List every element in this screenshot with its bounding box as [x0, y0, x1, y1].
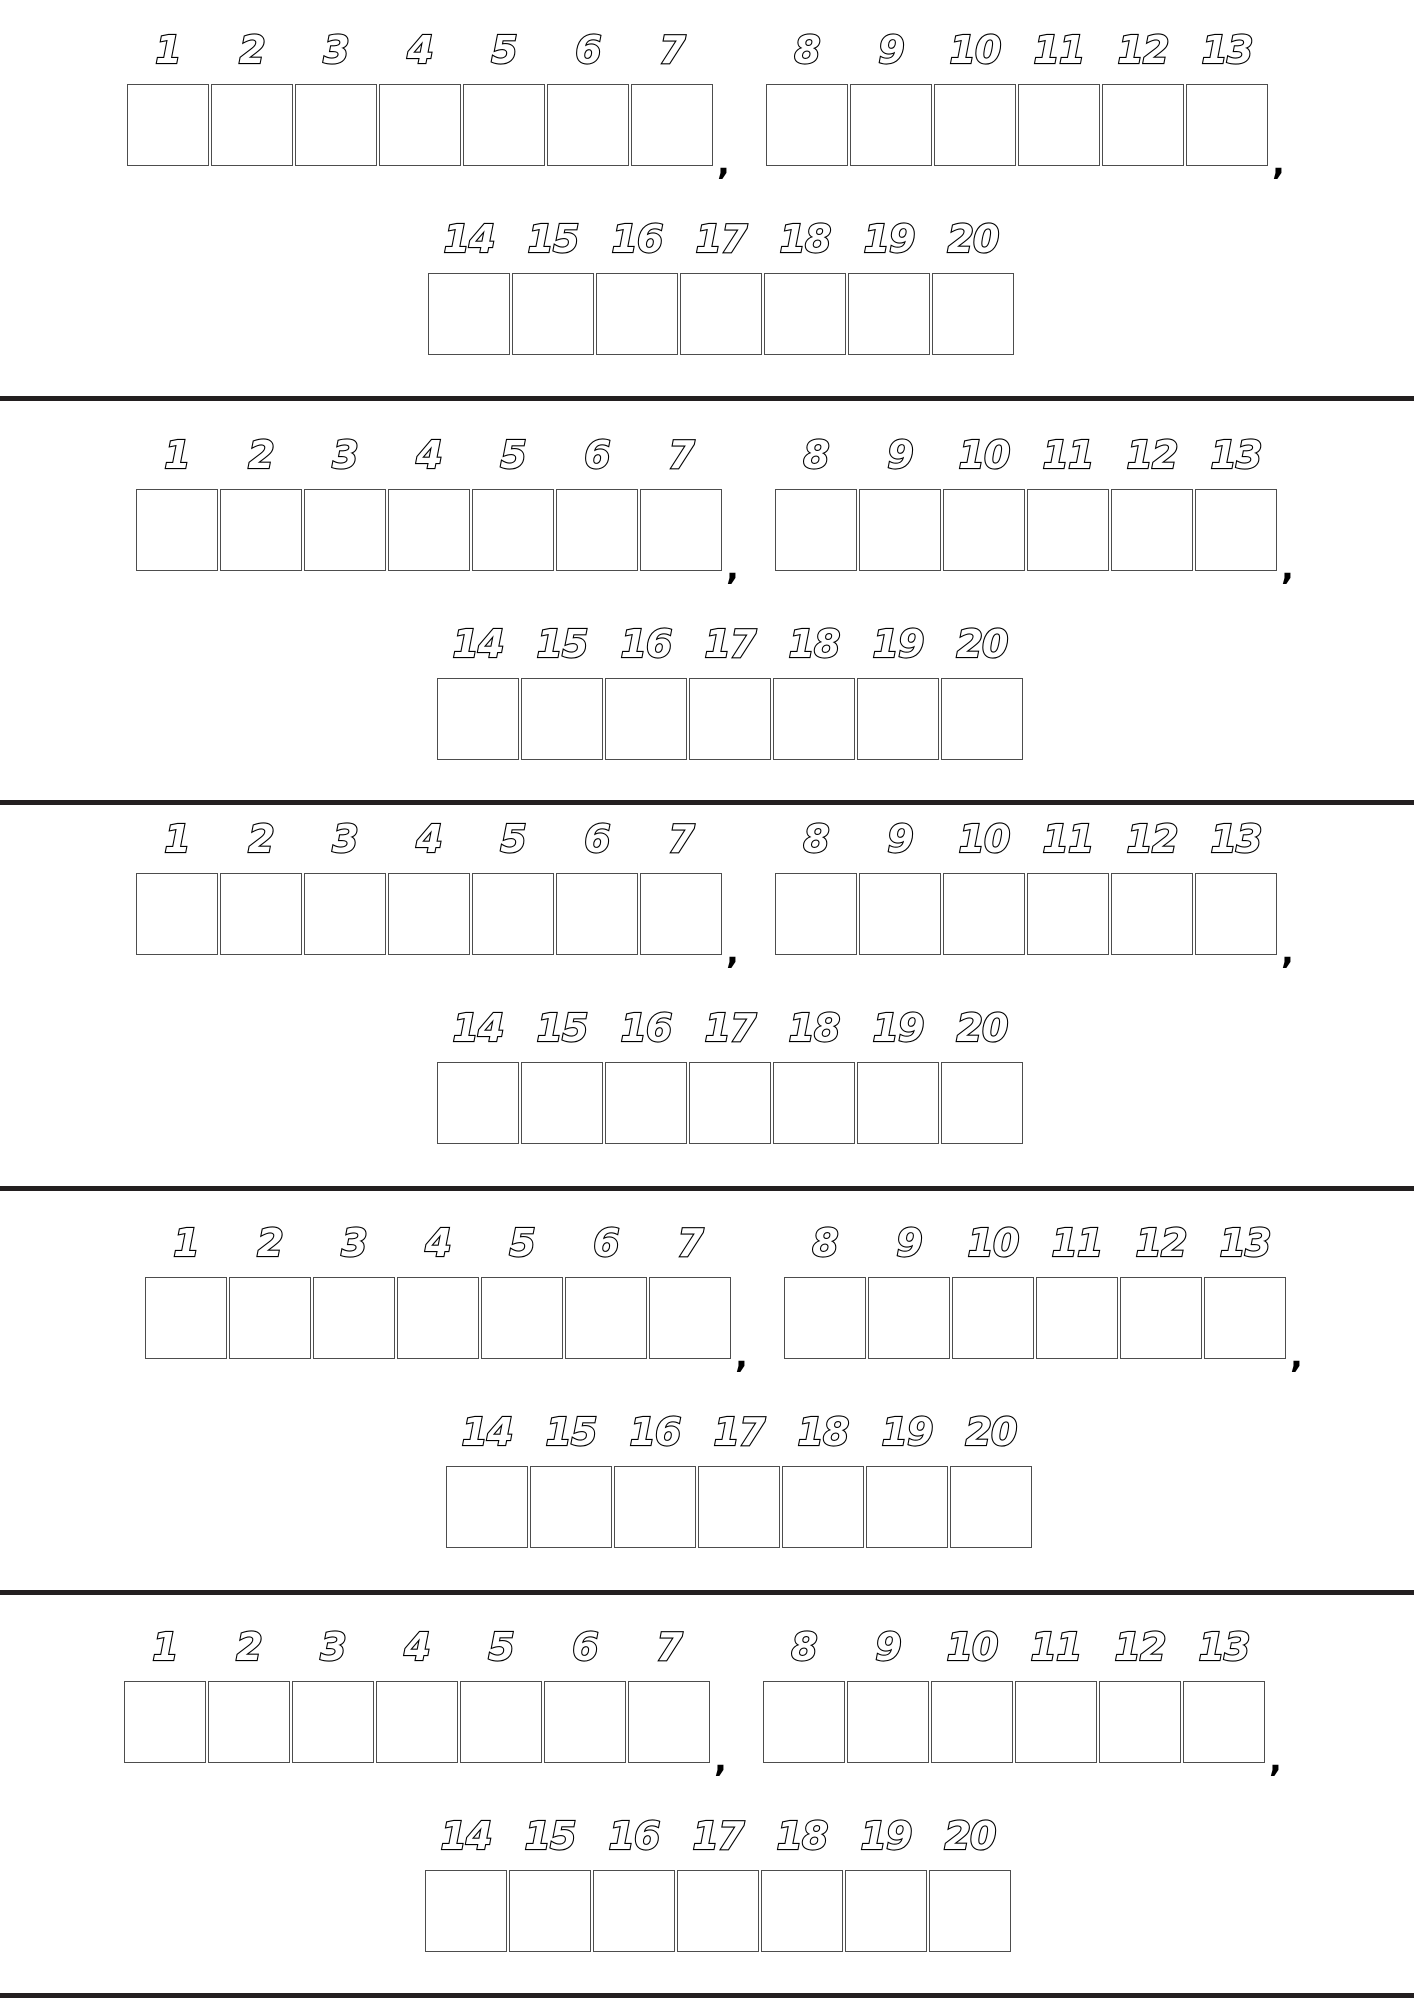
- word-puzzle-block: [0, 1597, 1414, 1992]
- letter-number-label: 8: [791, 1625, 817, 1669]
- letter-box[interactable]: [766, 84, 848, 166]
- word-puzzle-block: [0, 405, 1414, 800]
- letter-box[interactable]: [952, 1277, 1034, 1359]
- letter-box[interactable]: [689, 678, 771, 760]
- word-group-row1-first: [145, 1221, 748, 1376]
- letter-number-label: 17: [692, 1814, 744, 1858]
- letter-number-label: 13: [1219, 1221, 1271, 1265]
- letter-number-label: 16: [608, 1814, 660, 1858]
- letter-box[interactable]: [472, 489, 554, 571]
- letter-number-label: 4: [404, 1625, 430, 1669]
- letter-box[interactable]: [761, 1870, 843, 1952]
- section-divider: [0, 1993, 1414, 1998]
- letter-number-label: 14: [440, 1814, 492, 1858]
- letter-number-label: 2: [239, 28, 265, 72]
- letter-number-label: 3: [332, 433, 358, 477]
- letter-number-label: 1: [155, 28, 181, 72]
- letter-number-label: 13: [1201, 28, 1253, 72]
- letter-number-label: 11: [1042, 817, 1094, 861]
- letter-box[interactable]: [934, 84, 1016, 166]
- word-group-row2: [428, 217, 1016, 357]
- letter-number-label: 14: [443, 217, 495, 261]
- letter-box[interactable]: [941, 678, 1023, 760]
- letter-number-label: 12: [1126, 433, 1178, 477]
- letter-box[interactable]: [628, 1681, 710, 1763]
- comma-separator: ,: [1290, 1336, 1303, 1376]
- letter-number-label: 1: [173, 1221, 199, 1265]
- letter-number-label: 9: [887, 817, 913, 861]
- word-puzzle-block: [0, 1193, 1414, 1588]
- letter-number-label: 16: [620, 1006, 672, 1050]
- letter-number-label: 1: [164, 817, 190, 861]
- letter-box[interactable]: [773, 1062, 855, 1144]
- letter-box[interactable]: [388, 873, 470, 955]
- letter-number-label: 13: [1198, 1625, 1250, 1669]
- letter-number-label: 14: [452, 1006, 504, 1050]
- letter-number-label: 4: [416, 817, 442, 861]
- letter-box[interactable]: [677, 1870, 759, 1952]
- letter-number-label: 10: [967, 1221, 1019, 1265]
- letter-box[interactable]: [220, 489, 302, 571]
- letter-box[interactable]: [950, 1466, 1032, 1548]
- letter-number-label: 3: [320, 1625, 346, 1669]
- letter-number-label: 7: [677, 1221, 703, 1265]
- letter-number-label: 8: [794, 28, 820, 72]
- letter-box[interactable]: [220, 873, 302, 955]
- letter-number-label: 13: [1210, 433, 1262, 477]
- letter-number-label: 20: [956, 1006, 1008, 1050]
- letter-number-label: 4: [416, 433, 442, 477]
- letter-box[interactable]: [472, 873, 554, 955]
- letter-number-label: 19: [872, 622, 924, 666]
- letter-number-label: 9: [878, 28, 904, 72]
- letter-number-label: 19: [872, 1006, 924, 1050]
- letter-number-label: 13: [1210, 817, 1262, 861]
- letter-number-label: 20: [944, 1814, 996, 1858]
- letter-box[interactable]: [605, 1062, 687, 1144]
- letter-number-label: 8: [803, 817, 829, 861]
- letter-number-label: 16: [611, 217, 663, 261]
- word-group-row2: [446, 1410, 1034, 1550]
- letter-number-label: 20: [956, 622, 1008, 666]
- letter-box[interactable]: [1027, 873, 1109, 955]
- letter-number-label: 2: [248, 433, 274, 477]
- letter-number-label: 6: [572, 1625, 598, 1669]
- letter-box[interactable]: [512, 273, 594, 355]
- word-group-row1-second: [784, 1221, 1303, 1376]
- letter-box[interactable]: [943, 489, 1025, 571]
- letter-number-label: 12: [1117, 28, 1169, 72]
- letter-number-label: 15: [536, 622, 588, 666]
- letter-number-label: 6: [593, 1221, 619, 1265]
- letter-box[interactable]: [376, 1681, 458, 1763]
- letter-number-label: 8: [812, 1221, 838, 1265]
- section-divider: [0, 396, 1414, 401]
- letter-number-label: 5: [500, 817, 526, 861]
- letter-box[interactable]: [208, 1681, 290, 1763]
- letter-box[interactable]: [1015, 1681, 1097, 1763]
- letter-box[interactable]: [784, 1277, 866, 1359]
- word-group-row1-second: [775, 817, 1294, 972]
- letter-number-label: 12: [1135, 1221, 1187, 1265]
- letter-number-label: 5: [491, 28, 517, 72]
- comma-separator: ,: [735, 1336, 748, 1376]
- letter-box[interactable]: [428, 273, 510, 355]
- letter-box[interactable]: [145, 1277, 227, 1359]
- letter-number-label: 18: [797, 1410, 849, 1454]
- letter-number-label: 10: [946, 1625, 998, 1669]
- letter-box[interactable]: [211, 84, 293, 166]
- letter-box[interactable]: [848, 273, 930, 355]
- section-divider: [0, 1186, 1414, 1191]
- letter-number-label: 3: [323, 28, 349, 72]
- letter-number-label: 17: [713, 1410, 765, 1454]
- letter-number-label: 2: [257, 1221, 283, 1265]
- comma-separator: ,: [1269, 1740, 1282, 1780]
- letter-box[interactable]: [463, 84, 545, 166]
- letter-box[interactable]: [1099, 1681, 1181, 1763]
- letter-box[interactable]: [941, 1062, 1023, 1144]
- letter-box[interactable]: [698, 1466, 780, 1548]
- letter-number-label: 1: [164, 433, 190, 477]
- letter-number-label: 11: [1042, 433, 1094, 477]
- word-group-row1-first: [127, 28, 730, 183]
- letter-box[interactable]: [136, 873, 218, 955]
- letter-box[interactable]: [127, 84, 209, 166]
- word-group-row2: [425, 1814, 1013, 1954]
- letter-box[interactable]: [1018, 84, 1100, 166]
- letter-box[interactable]: [850, 84, 932, 166]
- letter-box[interactable]: [460, 1681, 542, 1763]
- comma-separator: ,: [726, 548, 739, 588]
- letter-box[interactable]: [556, 873, 638, 955]
- letter-number-label: 12: [1126, 817, 1178, 861]
- letter-number-label: 5: [488, 1625, 514, 1669]
- letter-box[interactable]: [943, 873, 1025, 955]
- letter-number-label: 7: [668, 433, 694, 477]
- letter-number-label: 7: [668, 817, 694, 861]
- letter-box[interactable]: [521, 1062, 603, 1144]
- letter-box[interactable]: [593, 1870, 675, 1952]
- letter-box[interactable]: [845, 1870, 927, 1952]
- letter-number-label: 20: [965, 1410, 1017, 1454]
- section-divider: [0, 800, 1414, 805]
- letter-number-label: 16: [620, 622, 672, 666]
- letter-box[interactable]: [295, 84, 377, 166]
- letter-number-label: 15: [524, 1814, 576, 1858]
- letter-box[interactable]: [397, 1277, 479, 1359]
- letter-number-label: 2: [236, 1625, 262, 1669]
- letter-box[interactable]: [847, 1681, 929, 1763]
- letter-number-label: 10: [958, 433, 1010, 477]
- word-group-row2: [437, 1006, 1025, 1146]
- letter-number-label: 3: [341, 1221, 367, 1265]
- comma-separator: ,: [1272, 143, 1285, 183]
- letter-box[interactable]: [680, 273, 762, 355]
- letter-box[interactable]: [649, 1277, 731, 1359]
- letter-number-label: 15: [545, 1410, 597, 1454]
- letter-number-label: 3: [332, 817, 358, 861]
- letter-number-label: 4: [425, 1221, 451, 1265]
- word-group-row1-second: [763, 1625, 1282, 1780]
- letter-box[interactable]: [631, 84, 713, 166]
- letter-number-label: 10: [949, 28, 1001, 72]
- letter-box[interactable]: [1120, 1277, 1202, 1359]
- word-puzzle-block: [0, 789, 1414, 1184]
- letter-number-label: 9: [875, 1625, 901, 1669]
- letter-box[interactable]: [775, 873, 857, 955]
- letter-number-label: 15: [536, 1006, 588, 1050]
- letter-box[interactable]: [509, 1870, 591, 1952]
- letter-box[interactable]: [859, 873, 941, 955]
- letter-box[interactable]: [446, 1466, 528, 1548]
- letter-number-label: 7: [659, 28, 685, 72]
- letter-box[interactable]: [763, 1681, 845, 1763]
- letter-box[interactable]: [782, 1466, 864, 1548]
- letter-number-label: 18: [776, 1814, 828, 1858]
- letter-box[interactable]: [1111, 873, 1193, 955]
- word-group-row1-first: [136, 433, 739, 588]
- letter-box[interactable]: [124, 1681, 206, 1763]
- word-group-row1-second: [766, 28, 1285, 183]
- letter-box[interactable]: [437, 678, 519, 760]
- letter-number-label: 18: [788, 622, 840, 666]
- letter-number-label: 18: [788, 1006, 840, 1050]
- comma-separator: ,: [1281, 932, 1294, 972]
- letter-box[interactable]: [556, 489, 638, 571]
- comma-separator: ,: [1281, 548, 1294, 588]
- letter-number-label: 18: [779, 217, 831, 261]
- letter-number-label: 17: [704, 1006, 756, 1050]
- letter-number-label: 6: [584, 433, 610, 477]
- letter-box[interactable]: [1102, 84, 1184, 166]
- letter-box[interactable]: [1186, 84, 1268, 166]
- letter-number-label: 2: [248, 817, 274, 861]
- word-puzzle-block: [0, 0, 1414, 395]
- letter-box[interactable]: [530, 1466, 612, 1548]
- letter-number-label: 17: [695, 217, 747, 261]
- word-group-row1-second: [775, 433, 1294, 588]
- letter-box[interactable]: [859, 489, 941, 571]
- letter-box[interactable]: [931, 1681, 1013, 1763]
- letter-number-label: 5: [500, 433, 526, 477]
- letter-box[interactable]: [437, 1062, 519, 1144]
- letter-box[interactable]: [1183, 1681, 1265, 1763]
- letter-box[interactable]: [304, 489, 386, 571]
- letter-box[interactable]: [379, 84, 461, 166]
- letter-box[interactable]: [521, 678, 603, 760]
- letter-number-label: 1: [152, 1625, 178, 1669]
- letter-number-label: 19: [881, 1410, 933, 1454]
- letter-box[interactable]: [868, 1277, 950, 1359]
- letter-number-label: 17: [704, 622, 756, 666]
- letter-box[interactable]: [547, 84, 629, 166]
- letter-box[interactable]: [481, 1277, 563, 1359]
- letter-number-label: 6: [575, 28, 601, 72]
- letter-number-label: 15: [527, 217, 579, 261]
- letter-box[interactable]: [136, 489, 218, 571]
- letter-box[interactable]: [313, 1277, 395, 1359]
- letter-box[interactable]: [1195, 873, 1277, 955]
- letter-box[interactable]: [866, 1466, 948, 1548]
- word-group-row1-first: [136, 817, 739, 972]
- comma-separator: ,: [726, 932, 739, 972]
- letter-number-label: 5: [509, 1221, 535, 1265]
- letter-box[interactable]: [1195, 489, 1277, 571]
- word-group-row2: [437, 622, 1025, 762]
- letter-box[interactable]: [689, 1062, 771, 1144]
- letter-number-label: 14: [461, 1410, 513, 1454]
- letter-number-label: 11: [1030, 1625, 1082, 1669]
- letter-box[interactable]: [614, 1466, 696, 1548]
- letter-number-label: 14: [452, 622, 504, 666]
- letter-number-label: 10: [958, 817, 1010, 861]
- letter-box[interactable]: [596, 273, 678, 355]
- letter-box[interactable]: [388, 489, 470, 571]
- letter-number-label: 7: [656, 1625, 682, 1669]
- letter-box[interactable]: [775, 489, 857, 571]
- letter-box[interactable]: [640, 873, 722, 955]
- letter-number-label: 11: [1051, 1221, 1103, 1265]
- letter-number-label: 19: [863, 217, 915, 261]
- letter-number-label: 8: [803, 433, 829, 477]
- letter-box[interactable]: [1111, 489, 1193, 571]
- letter-box[interactable]: [1204, 1277, 1286, 1359]
- letter-number-label: 4: [407, 28, 433, 72]
- letter-box[interactable]: [1036, 1277, 1118, 1359]
- letter-box[interactable]: [929, 1870, 1011, 1952]
- letter-number-label: 20: [947, 217, 999, 261]
- letter-number-label: 16: [629, 1410, 681, 1454]
- letter-box[interactable]: [764, 273, 846, 355]
- letter-box[interactable]: [565, 1277, 647, 1359]
- letter-number-label: 11: [1033, 28, 1085, 72]
- letter-number-label: 6: [584, 817, 610, 861]
- letter-box[interactable]: [304, 873, 386, 955]
- letter-box[interactable]: [605, 678, 687, 760]
- letter-box[interactable]: [857, 678, 939, 760]
- letter-box[interactable]: [640, 489, 722, 571]
- comma-separator: ,: [717, 143, 730, 183]
- letter-box[interactable]: [932, 273, 1014, 355]
- letter-number-label: 9: [896, 1221, 922, 1265]
- letter-box[interactable]: [544, 1681, 626, 1763]
- letter-box[interactable]: [857, 1062, 939, 1144]
- letter-box[interactable]: [292, 1681, 374, 1763]
- letter-number-label: 9: [887, 433, 913, 477]
- word-group-row1-first: [124, 1625, 727, 1780]
- comma-separator: ,: [714, 1740, 727, 1780]
- letter-number-label: 19: [860, 1814, 912, 1858]
- letter-box[interactable]: [1027, 489, 1109, 571]
- letter-box[interactable]: [425, 1870, 507, 1952]
- section-divider: [0, 1590, 1414, 1595]
- letter-box[interactable]: [773, 678, 855, 760]
- letter-number-label: 12: [1114, 1625, 1166, 1669]
- letter-box[interactable]: [229, 1277, 311, 1359]
